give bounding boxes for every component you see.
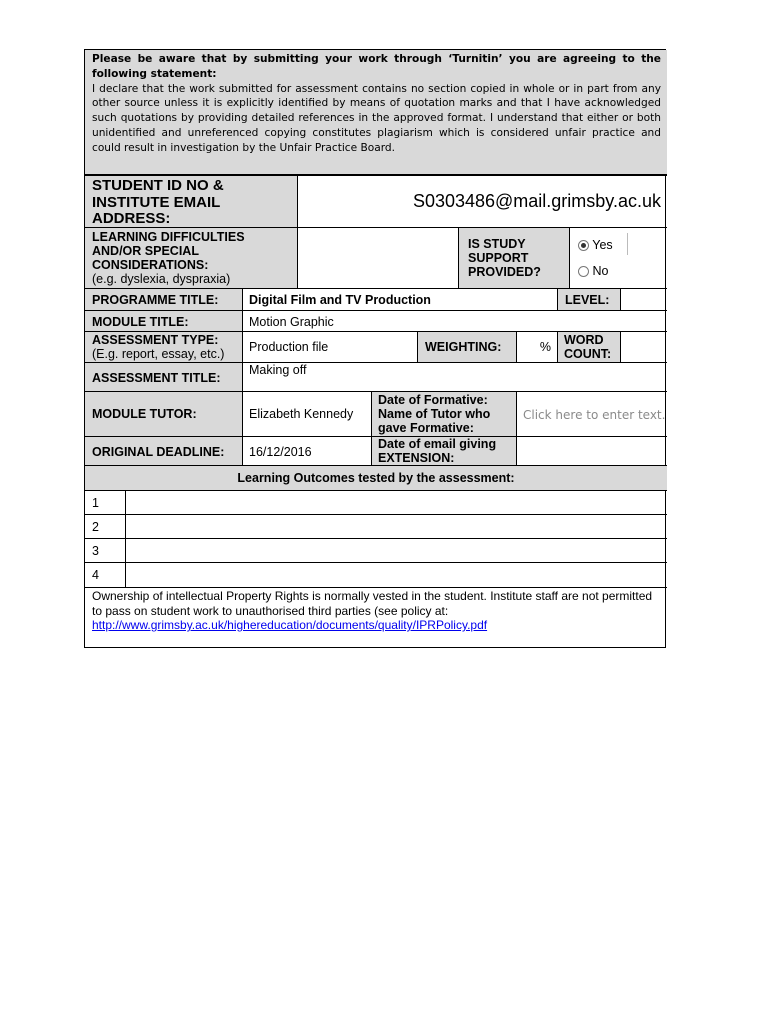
module-title-value[interactable]: Motion Graphic xyxy=(242,310,667,332)
declaration-body: I declare that the work submitted for assessment contains no section copied in whole or in part from any other source unless it is explicitly identified by means of quotation marks and that I have acknowledged such quotations by providing detailed references in the approved format. I understand that either or both unidentified and unreferenced copying constitutes plagiarism which is considered unfair practice and could result in investigation by the Unfair Practice Board. xyxy=(92,82,661,154)
weighting-label: WEIGHTING: xyxy=(417,331,517,363)
level-label: LEVEL: xyxy=(557,288,621,311)
declaration-box xyxy=(85,50,667,175)
radio-selected-icon[interactable] xyxy=(578,240,589,251)
assessment-type-label: ASSESSMENT TYPE: xyxy=(92,333,219,347)
outcome-input-4[interactable] xyxy=(125,562,667,588)
learning-difficulties-example: (e.g. dyslexia, dyspraxia) xyxy=(92,272,231,286)
extension-label: Date of email giving EXTENSION: xyxy=(371,436,517,466)
formative-placeholder: Click here to enter text. xyxy=(523,408,666,422)
formative-label: Date of Formative: Name of Tutor who gave Formative: xyxy=(371,391,517,437)
divider xyxy=(627,233,628,255)
assessment-type-value[interactable]: Production file xyxy=(242,331,418,363)
student-email-value: S0303486@mail.grimsby.ac.uk xyxy=(412,191,661,211)
word-count-label: WORD COUNT: xyxy=(557,331,621,363)
student-id-label: STUDENT ID NO & INSTITUTE EMAIL ADDRESS: xyxy=(85,175,298,228)
support-option-yes[interactable] xyxy=(578,238,613,252)
assessment-type-example: (E.g. report, essay, etc.) xyxy=(92,347,225,361)
assessment-coversheet-form xyxy=(84,49,666,648)
ipr-notice-text: Ownership of intellectual Property Rights is normally vested in the student. Institute staff are not permitted to pass on student work to unauthorised third parties (see policy at: xyxy=(92,589,653,618)
study-support-label: IS STUDY SUPPORT PROVIDED? xyxy=(458,227,570,289)
assessment-title-label: ASSESSMENT TITLE: xyxy=(85,362,243,392)
outcome-number: 1 xyxy=(85,490,126,515)
support-option-no-label: No xyxy=(592,264,609,278)
outcome-number: 2 xyxy=(85,514,126,539)
assessment-type-label-cell xyxy=(85,331,243,363)
original-deadline-value[interactable]: 16/12/2016 xyxy=(242,436,372,466)
ipr-notice xyxy=(85,587,667,647)
weighting-input[interactable] xyxy=(516,331,558,363)
extension-input[interactable] xyxy=(516,436,667,466)
programme-title-value[interactable]: Digital Film and TV Production xyxy=(242,288,558,311)
learning-difficulties-label-cell xyxy=(85,227,298,289)
word-count-input[interactable] xyxy=(620,331,667,363)
level-input[interactable] xyxy=(620,288,667,311)
support-option-no[interactable] xyxy=(578,264,608,278)
study-support-options xyxy=(569,227,667,289)
original-deadline-label: ORIGINAL DEADLINE: xyxy=(85,436,243,466)
outcome-number: 3 xyxy=(85,538,126,563)
student-email-field[interactable] xyxy=(297,175,667,228)
learning-outcomes-title: Learning Outcomes tested by the assessment: xyxy=(85,465,667,491)
learning-difficulties-input[interactable] xyxy=(297,227,459,289)
outcome-input-3[interactable] xyxy=(125,538,667,563)
outcome-number: 4 xyxy=(85,562,126,588)
formative-input[interactable] xyxy=(516,391,667,437)
learning-difficulties-label: LEARNING DIFFICULTIES AND/OR SPECIAL CONSIDERATIONS: xyxy=(92,230,245,272)
outcome-input-2[interactable] xyxy=(125,514,667,539)
ipr-policy-link[interactable]: http://www.grimsby.ac.uk/highereducation/documents/quality/IPRPolicy.pdf xyxy=(92,618,488,632)
programme-title-label: PROGRAMME TITLE: xyxy=(85,288,243,311)
assessment-title-value[interactable]: Making off xyxy=(242,362,667,392)
outcome-input-1[interactable] xyxy=(125,490,667,515)
module-tutor-value[interactable]: Elizabeth Kennedy xyxy=(242,391,372,437)
declaration-heading: Please be aware that by submitting your work through ‘Turnitin’ you are agreeing to the following statement: xyxy=(92,53,661,80)
module-title-label: MODULE TITLE: xyxy=(85,310,243,332)
support-option-yes-label: Yes xyxy=(592,238,613,252)
weighting-unit: % xyxy=(539,340,551,354)
module-tutor-label: MODULE TUTOR: xyxy=(85,391,243,437)
radio-unselected-icon[interactable] xyxy=(578,266,589,277)
